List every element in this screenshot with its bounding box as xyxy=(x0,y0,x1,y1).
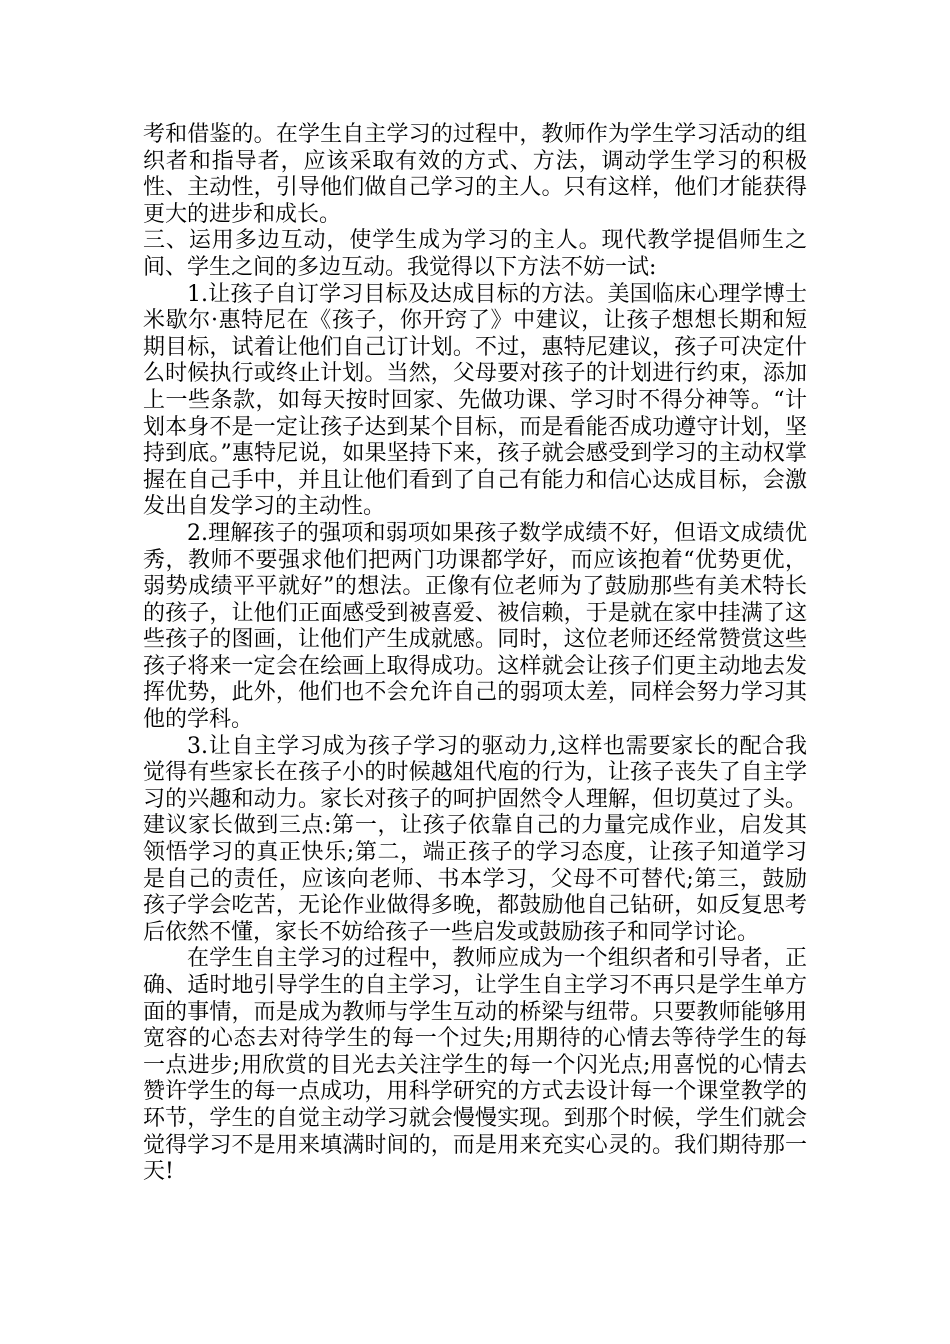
paragraph-section-three-heading: 三、运用多边互动，使学生成为学习的主人。现代教学提倡师生之间、学生之间的多边互动。我觉得以下方法不妨一试: xyxy=(143,228,807,280)
paragraph-method-two: 2.理解孩子的强项和弱项如果孩子数学成绩不好，但语文成绩优秀，教师不要强求他们把两门功课都学好，而应该抱着“优势更优，弱势成绩平平就好”的想法。正像有位老师为了鼓励那些有美术特长的孩子，让他们正面感受到被喜爱、被信赖，于是就在家中挂满了这些孩子的图画，让他们产生成就感。同时，这位老师还经常赞赏这些孩子将来一定会在绘画上取得成功。这样就会让孩子们更主动地去发挥优势，此外，他们也不会允许自己的弱项太差，同样会努力学习其他的学科。 xyxy=(143,520,807,733)
paragraph-method-three: 3.让自主学习成为孩子学习的驱动力,这样也需要家长的配合我觉得有些家长在孩子小的时候越俎代庖的行为，让孩子丧失了自主学习的兴趣和动力。家长对孩子的呵护固然令人理解，但切莫过了头。建议家长做到三点:第一，让孩子依靠自己的力量完成作业，启发其领悟学习的真正快乐;第二，端正孩子的学习态度，让孩子知道学习是自己的责任，应该向老师、书本学习，父母不可替代;第三，鼓励孩子学会吃苦，无论作业做得多晚，都鼓励他自己钻研，如反复思考后依然不懂，家长不妨给孩子一些启发或鼓励孩子和同学讨论。 xyxy=(143,733,807,945)
paragraph-continuation: 考和借鉴的。在学生自主学习的过程中，教师作为学生学习活动的组织者和指导者，应该采取有效的方式、方法，调动学生学习的积极性、主动性，引导他们做自己学习的主人。只有这样，他们才能获得更大的进步和成长。 xyxy=(143,122,807,227)
document-body xyxy=(143,122,807,1186)
paragraph-method-one: 1.让孩子自订学习目标及达成目标的方法。美国临床心理学博士米歇尔·惠特尼在《孩子，你开窍了》中建议，让孩子想想长期和短期目标，试着让他们自己订计划。不过，惠特尼建议，孩子可决定什么时候执行或终止计划。当然，父母要对孩子的计划进行约束，添加上一些条款，如每天按时回家、先做功课、学习时不得分神等。“计划本身不是一定让孩子达到某个目标，而是看能否成功遵守计划，坚持到底。”惠特尼说，如果坚持下来，孩子就会感受到学习的主动权掌握在自己手中，并且让他们看到了自己有能力和信心达成目标，会激发出自发学习的主动性。 xyxy=(143,281,807,520)
paragraph-conclusion: 在学生自主学习的过程中，教师应成为一个组织者和引导者，正确、适时地引导学生的自主学习，让学生自主学习不再只是学生单方面的事情，而是成为教师与学生互动的桥梁与纽带。只要教师能够用宽容的心态去对待学生的每一个过失;用期待的心情去等待学生的每一点进步;用欣赏的目光去关注学生的每一个闪光点;用喜悦的心情去赞许学生的每一点成功，用科学研究的方式去设计每一个课堂教学的环节，学生的自觉主动学习就会慢慢实现。到那个时候，学生们就会觉得学习不是用来填满时间的，而是用来充实心灵的。我们期待那一天! xyxy=(143,946,807,1185)
